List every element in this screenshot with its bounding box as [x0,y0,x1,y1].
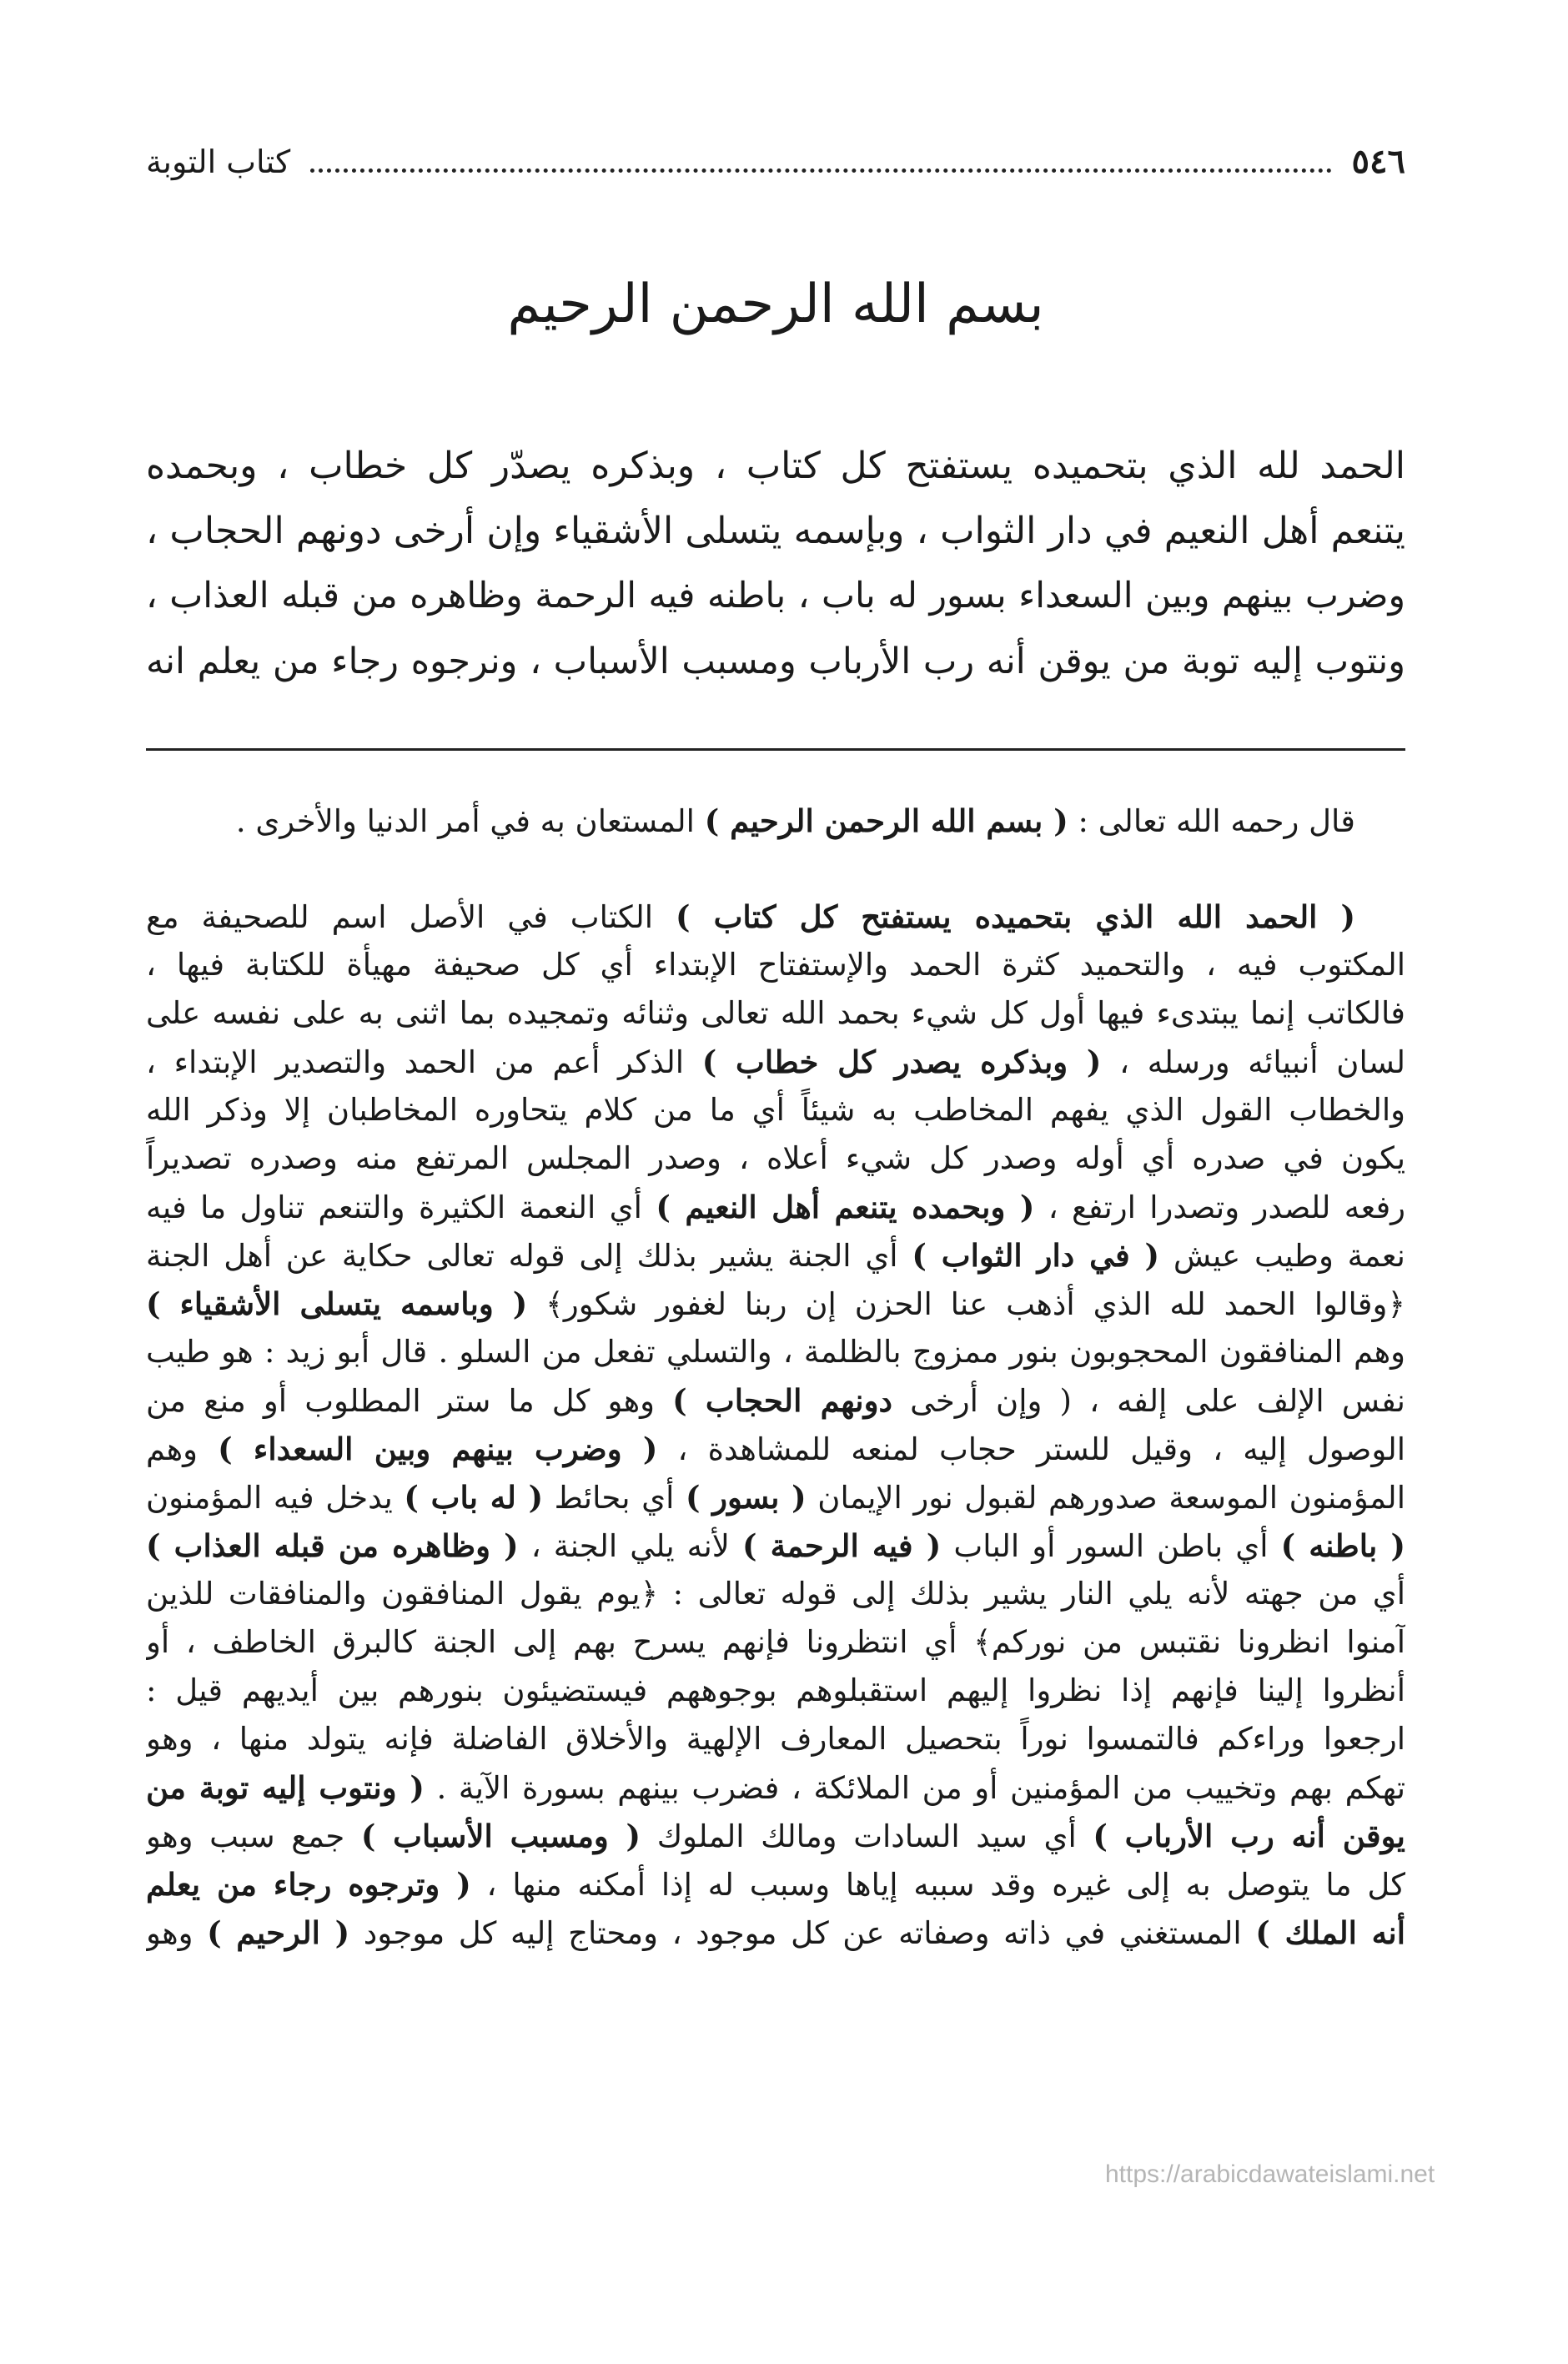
commentary-phrase: يدخل فيه المؤمنون [146,1480,405,1516]
commentary-phrase: فالكاتب إنما يبتدىء فيها أول كل شيء بحمد الله تعالى وثنائه وتمجيده بما اثنى به على نفسه على [146,995,1405,1031]
commentary-phrase: كل ما يتوصل به إلى غيره وقد سببه إياها وسبب له إذا أمكنه منها ، [470,1867,1405,1903]
commentary-phrase: ﴿وقالوا الحمد لله الذي أذهب عنا الحزن إن ربنا لغفور شكور﴾ [527,1286,1405,1322]
intro-text-before: قال رحمه الله تعالى : [1068,803,1355,839]
commentary-line [146,1328,1405,1376]
commentary-line [146,1715,1405,1763]
quoted-matn-phrase: ( الحمد الله الذي بتحميده يستفتح كل كتاب ) [676,898,1355,935]
main-text-line: ونتوب إليه توبة من يوقن أنه رب الأرباب ومسبب الأسباب ، ونرجوه رجاء من يعلم انه [146,641,1405,682]
header-leader-dots [310,145,1331,173]
quoted-matn-phrase: دونهم الحجاب ) [672,1382,892,1419]
commentary-phrase: أي من جهته لأنه يلي النار يشير بذلك إلى قوله تعالى : ﴿يوم يقول المنافقون والمنافقات للذين [146,1576,1405,1612]
commentary-phrase: تهكم بهم وتخييب من المؤمنين أو من الملائكة ، فضرب بينهم بسورة الآية . [424,1770,1405,1806]
commentary-phrase: نعمة وطيب عيش [1159,1238,1405,1274]
commentary-line [146,1522,1405,1570]
commentary-line [146,989,1405,1038]
commentary-line [146,1909,1405,1957]
book-title: كتاب التوبة [146,143,291,180]
commentary-phrase: والخطاب القول الذي يفهم المخاطب به شيئاً أي ما من كلام يتحاوره المخاطبان إلا وذكر الله [146,1092,1405,1128]
commentary-phrase: وهو [146,1915,208,1951]
quoted-matn-phrase: ( وبحمده يتنعم أهل النعيم ) [656,1189,1035,1225]
commentary-phrase: لأنه يلي الجنة ، [518,1528,742,1564]
quoted-matn-phrase: ( وظاهره من قبله العذاب ) [146,1527,519,1564]
commentary-phrase: رفعه للصدر وتصدرا ارتفع ، [1034,1190,1405,1225]
quoted-matn-phrase: ( وترجوه رجاء من يعلم [146,1866,471,1903]
commentary-phrase: ارجعوا وراءكم فالتمسوا نوراً بتحصيل المعارف الإلهية والأخلاق الفاضلة فإنه يتولد منها ، وهو [146,1721,1405,1757]
document-page [146,0,1435,2364]
commentary-phrase: وهو كل ما ستر المطلوب أو منع من [146,1383,673,1419]
commentary-phrase: المؤمنون الموسعة صدورهم لقبول نور الإيمان [806,1480,1405,1516]
commentary-phrase: أنظروا إلينا فإنهم إذا نظروا إليهم استقبلوهم بوجوههم فيستضيئون بنورهم بين أيديهم قيل : [146,1672,1405,1708]
commentary-line [146,1183,1405,1231]
main-text-line: وضرب بينهم وبين السعداء بسور له باب ، باطنه فيه الرحمة وظاهره من قبله العذاب ، [146,576,1405,616]
quoted-matn-phrase: ( في دار الثواب ) [912,1237,1160,1274]
commentary-phrase: الكتاب في الأصل اسم للصحيفة مع [146,899,676,935]
commentary-line [146,1763,1405,1812]
commentary-phrase: أي بحائط [543,1480,686,1516]
commentary-line [146,1425,1405,1473]
commentary-line [146,1086,1405,1134]
commentary-phrase: أي باطن السور أو الباب [941,1528,1281,1564]
quoted-matn-phrase: يوقن أنه رب الأرباب ) [1093,1818,1405,1854]
watermark-url: https://arabicdawateislami.net [1105,2160,1435,2188]
commentary-phrase: نفس الإلف على إلفه ، [1071,1383,1405,1419]
commentary-line [146,1231,1405,1280]
commentary-phrase: آمنوا انظرونا نقتبس من نوركم﴾ أي انتظرونا فإنهم يسرح بهم إلى الجنة كالبرق الخاطف ، أو [146,1624,1405,1660]
basmala-heading: بسم الله الرحمن الرحيم [507,274,1044,335]
commentary-phrase: أي الجنة يشير بذلك إلى قوله تعالى حكاية عن أهل الجنة [146,1238,912,1274]
commentary-phrase: لسان أنبيائه ورسله ، [1101,1044,1405,1080]
quoted-matn-phrase: ( وبذكره يصدر كل خطاب ) [701,1044,1102,1080]
commentary-line [146,941,1405,989]
intro-text-after: المستعان به في أمر الدنيا والأخرى . [235,803,705,839]
quoted-matn-phrase: ( فيه الرحمة ) [741,1527,942,1564]
commentary-line [146,1134,1405,1183]
quoted-matn-phrase: ( ونتوب إليه توبة من [146,1769,425,1806]
commentary-phrase: جمع سبب وهو [146,1818,361,1854]
commentary-phrase: وهم المنافقون المحجوبون بنور ممزوج بالظلمة ، والتسلي تفعل من السلو . قال أبو زيد : هو طيب [146,1334,1405,1370]
commentary-phrase: المستغني في ذاته وصفاته عن كل موجود ، ومحتاج إليه كل موجود [349,1915,1256,1951]
commentary-phrase: يكون في صدره أي أوله وصدر كل شيء أعلاه ، وصدر المجلس المرتفع منه وصدره تصديراً [146,1140,1405,1176]
commentary-phrase: وهم [146,1431,219,1467]
quoted-matn-phrase: ( بسور ) [685,1479,807,1516]
quoted-matn-phrase: ( الرحيم ) [207,1914,350,1951]
commentary-line [146,1038,1405,1086]
commentary-line [146,1473,1405,1522]
commentary-phrase: أي النعمة الكثيرة والتنعم تناول ما فيه [146,1190,656,1225]
running-header [146,142,1405,200]
commentary-line [146,1618,1405,1667]
commentary-line [146,1280,1405,1328]
main-text-line: يتنعم أهل النعيم في دار الثواب ، وبإسمه يتسلى الأشقياء وإن أرخى دونهم الحجاب ، [146,510,1405,552]
page-number: ٥٤٦ [1351,142,1405,181]
commentary-phrase: ( وإن أرخى [892,1383,1072,1419]
quoted-matn-phrase: ( وضرب بينهم وبين السعداء ) [218,1431,658,1467]
main-text-line: الحمد لله الذي بتحميده يستفتح كل كتاب ، وبذكره يصدّر كل خطاب ، وبحمده [146,445,1405,487]
commentary-line [146,1376,1405,1425]
commentary-line [146,893,1405,941]
quoted-matn-phrase: أنه الملك ) [1255,1914,1405,1951]
intro-bold-quote: ( بسم الله الرحمن الرحيم ) [704,802,1068,839]
commentary-line [146,1667,1405,1715]
main-text [146,434,1405,694]
section-divider [146,748,1405,751]
commentary-line [146,1860,1405,1909]
quoted-matn-phrase: ( باطنه ) [1280,1527,1405,1564]
quoted-matn-phrase: ( له باب ) [404,1479,544,1516]
quoted-matn-phrase: ( وباسمه يتسلى الأشقياء ) [146,1285,528,1322]
quoted-matn-phrase: ( ومسبب الأسباب ) [360,1818,641,1854]
commentary-line [146,1812,1405,1860]
commentary-text [146,893,1405,1957]
commentary-phrase: المكتوب فيه ، والتحميد كثرة الحمد والإستفتاح الإبتداء أي كل صحيفة مهيأة للكتابة فيها ، [146,947,1405,983]
commentary-phrase: الوصول إليه ، وقيل للستر حجاب لمنعه للمشاهدة ، [657,1431,1405,1467]
commentary-phrase: الذكر أعم من الحمد والتصدير الإبتداء ، [146,1044,702,1080]
commentary-phrase: أي سيد السادات ومالك الملوك [641,1818,1093,1854]
commentary-intro [146,797,1405,846]
commentary-line [146,1570,1405,1618]
